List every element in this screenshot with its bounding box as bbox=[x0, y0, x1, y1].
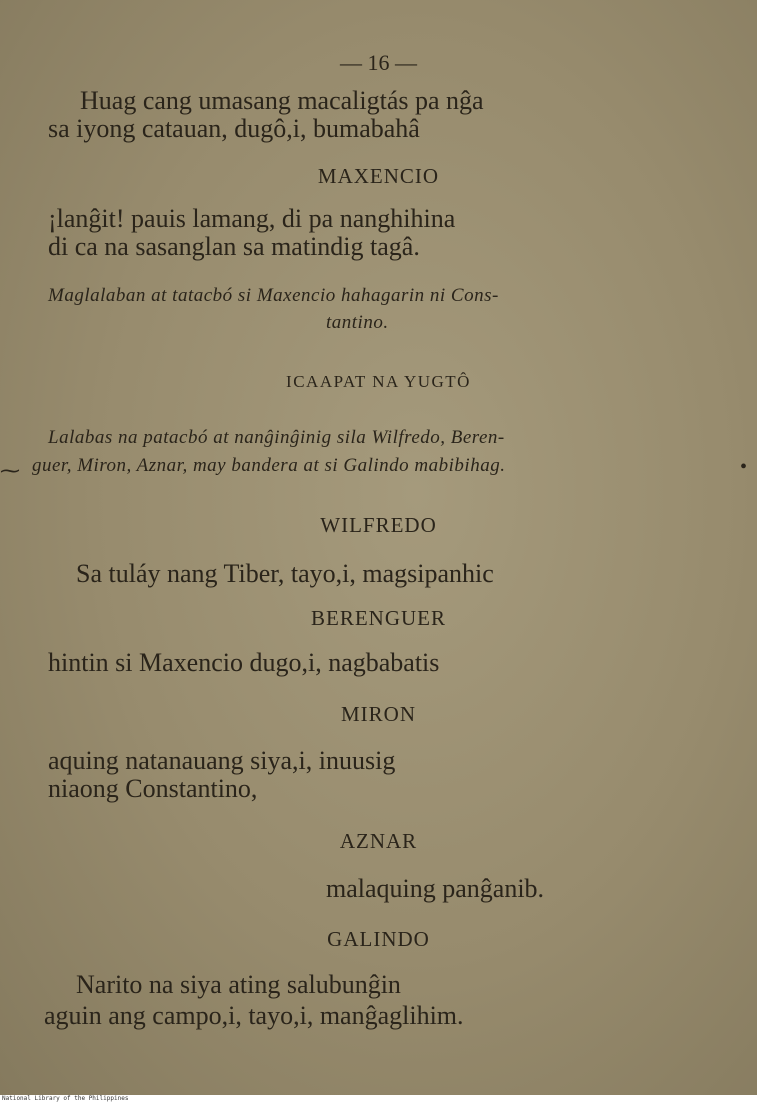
margin-dot: • bbox=[740, 456, 748, 478]
speaker-name: MAXENCIO bbox=[317, 164, 440, 188]
verse-line: Narito na siya ating salubunĝin bbox=[76, 970, 401, 999]
act-heading: ICAAPAT NA YUGTÔ bbox=[286, 372, 471, 391]
verse-line: malaquing panĝanib. bbox=[326, 874, 545, 903]
margin-mark: ⁓ bbox=[0, 460, 20, 482]
speaker-name: GALINDO bbox=[327, 927, 430, 951]
speaker-name: BERENGUER bbox=[311, 606, 446, 630]
page-number: — 16 — bbox=[340, 50, 417, 75]
stage-direction: guer, Miron, Aznar, may bandera at si Galindo mabibihag. bbox=[32, 455, 506, 476]
verse-line: aquing natanauang siya,i, inuusig bbox=[48, 746, 396, 775]
verse-line: aguin ang campo,i, tayo,i, manĝaglihim. bbox=[44, 1001, 464, 1030]
verse-line: hintin si Maxencio dugo,i, nagbabatis bbox=[48, 648, 440, 677]
stage-direction: Maglalaban at tatacbó si Maxencio hahagarin ni Cons- bbox=[48, 285, 499, 306]
speaker-name: AZNAR bbox=[339, 829, 418, 853]
verse-line: sa iyong catauan, dugô,i, bumabahâ bbox=[48, 114, 420, 143]
verse-line: ¡lanĝit! pauis lamang, di pa nanghihina bbox=[48, 204, 456, 233]
stage-direction: Lalabas na patacbó at nanĝinĝinig sila Wilfredo, Beren- bbox=[48, 427, 505, 448]
verse-line: Huag cang umasang macaligtás pa nĝa bbox=[80, 86, 484, 115]
speaker-name: MIRON bbox=[340, 702, 416, 726]
stage-direction: tantino. bbox=[326, 312, 389, 333]
speaker-name: WILFREDO bbox=[320, 513, 437, 537]
verse-line: Sa tuláy nang Tiber, tayo,i, magsipanhic bbox=[76, 559, 494, 588]
verse-line: di ca na sasanglan sa matindig tagâ. bbox=[48, 232, 420, 261]
verse-line: niaong Constantino, bbox=[48, 774, 258, 803]
library-footer: National Library of the Philippines bbox=[0, 1095, 757, 1103]
